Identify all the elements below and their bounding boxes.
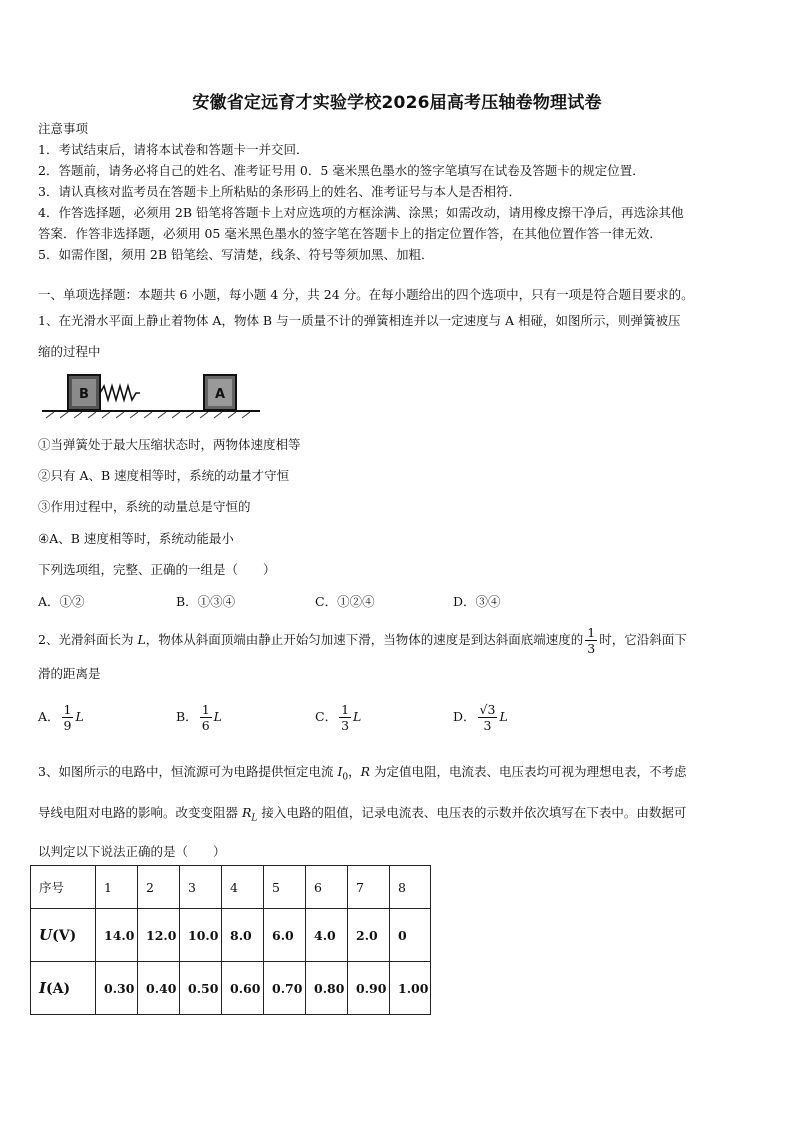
q3-text2-pre: 导线电阻对电路的影响。改变变阻器 (38, 805, 242, 820)
page-title: 安徽省定远育才实验学校2026届高考压轴卷物理试卷 (192, 93, 602, 113)
option-c[interactable] (315, 702, 361, 733)
frac-den: 3 (483, 718, 492, 733)
option-b[interactable]: B．①③④ (176, 594, 236, 609)
q2-frac-den: 3 (587, 641, 596, 656)
i-var: I (39, 979, 47, 997)
block-b-label: B (79, 387, 89, 402)
q3-var-i0: I (337, 764, 343, 779)
frac-num: 1 (341, 702, 350, 717)
q2-text-mid: ，物体从斜面顶端由静止开始匀加速下滑，当物体的速度是到达斜面底端速度的 (145, 632, 584, 647)
frac-num: √3 (479, 702, 496, 717)
question-2-text (38, 625, 760, 656)
block-a (204, 375, 236, 410)
table-cell: 0 (390, 909, 431, 962)
option-d[interactable] (453, 702, 508, 733)
table-cell: 5 (264, 866, 306, 909)
option-a[interactable]: A．①② (38, 594, 85, 609)
q2-text-post: 时，它沿斜面下 (599, 632, 687, 647)
table-row (31, 962, 431, 1015)
frac-den: 6 (201, 718, 210, 733)
option-var: L (213, 709, 222, 724)
notice-heading: 注意事项 (38, 121, 89, 136)
frac-num: 1 (201, 702, 210, 717)
table-cell: 0.50 (180, 962, 222, 1015)
q2-fraction (585, 625, 597, 656)
option-label: D． (453, 709, 476, 724)
q3-text-post: 为定值电阻，电流表、电压表均可视为理想电表，不考虑 (370, 764, 687, 779)
table-cell: 12.0 (138, 909, 180, 962)
question-3-text-cont (38, 803, 760, 829)
table-cell: 0.30 (96, 962, 138, 1015)
statement-1: ①当弹簧处于最大压缩状态时，两物体速度相等 (38, 437, 301, 452)
notice-item: 1．考试结束后，请将本试卷和答题卡一并交回． (38, 142, 309, 157)
table-cell: 0.90 (348, 962, 390, 1015)
q3-text-pre: 3、如图所示的电路中，恒流源可为电路提供恒定电流 (38, 764, 338, 779)
table-cell: 10.0 (180, 909, 222, 962)
notice-item: 2．答题前，请务必将自己的姓名、准考证号用 0．5 毫米黑色墨水的签字笔填写在试卷及答题卡的规定位置． (38, 163, 645, 178)
section-heading: 一、单项选择题：本题共 6 小题，每小题 4 分，共 24 分。在每小题给出的四个选项中，只有一项是符合题目要求的。 (38, 287, 694, 302)
q3-text-mid: ， (348, 764, 361, 779)
frac-den: 3 (341, 718, 350, 733)
spring (100, 386, 140, 400)
table-cell: 8 (390, 866, 431, 909)
table-cell: 1 (96, 866, 138, 909)
table-row (31, 909, 431, 962)
q3-text2-post: 接入电路的阻值，记录电流表、电压表的示数并依次填写在下表中。由数据可 (257, 805, 687, 820)
q3-var-rl: R (241, 805, 252, 820)
table-cell: 14.0 (96, 909, 138, 962)
option-d[interactable]: D．③④ (453, 594, 501, 609)
option-label: B． (176, 709, 198, 724)
option-label: C． (315, 709, 338, 724)
statement-2: ②只有 A、B 速度相等时，系统的动量才守恒 (38, 468, 290, 483)
u-var: U (39, 926, 53, 944)
table-cell: 0.70 (264, 962, 306, 1015)
table-row (31, 866, 431, 909)
q2-var-l: L (137, 632, 146, 647)
table-cell: 2 (138, 866, 180, 909)
option-var: L (353, 709, 362, 724)
measurement-table (30, 865, 431, 1015)
option-var: L (499, 709, 508, 724)
table-header-cell (31, 962, 96, 1015)
notice-item: 5．如需作图，须用 2B 铅笔绘、写清楚，线条、符号等须加黑、加粗． (38, 247, 434, 262)
option-c[interactable]: C．①②④ (315, 594, 375, 609)
option-label: A． (38, 709, 60, 724)
notice-item: 4．作答选择题，必须用 2B 铅笔将答题卡上对应选项的方框涂满、涂黑；如需改动，请用橡皮擦干净后，再选涂其他 (38, 205, 684, 220)
table-cell: 0.60 (222, 962, 264, 1015)
spring-collision-diagram (40, 369, 262, 419)
notice-item: 答案．作答非选择题，必须用 05 毫米黑色墨水的签字笔在答题卡上的指定位置作答，在其他位置作答一律无效． (38, 226, 662, 241)
q3-var-rl-sub: L (251, 813, 258, 824)
table-cell: 0.80 (306, 962, 348, 1015)
option-a[interactable] (38, 702, 84, 733)
question-1-text: 1、在光滑水平面上静止着物体 A，物体 B 与一质量不计的弹簧相连并以一定速度与 A 相碰，如图所示，则弹簧被压 (38, 313, 681, 328)
q3-var-i0-sub: 0 (342, 772, 349, 783)
option-b[interactable] (176, 702, 222, 733)
table-header-cell (31, 909, 96, 962)
q2-frac-num: 1 (587, 625, 596, 640)
table-cell: 8.0 (222, 909, 264, 962)
table-cell: 4 (222, 866, 264, 909)
q2-text-pre: 2、光滑斜面长为 (38, 632, 138, 647)
i-unit: (A) (46, 981, 71, 997)
block-b (68, 375, 100, 410)
table-cell: 1.00 (390, 962, 431, 1015)
table-cell: 7 (348, 866, 390, 909)
statement-4: ④A、B 速度相等时，系统动能最小 (38, 531, 234, 546)
question-1-prompt: 下列选项组，完整、正确的一组是（ ） (38, 562, 276, 577)
table-cell: 4.0 (306, 909, 348, 962)
frac-den: 9 (63, 718, 72, 733)
question-3-prompt: 以判定以下说法正确的是（ ） (38, 844, 226, 859)
question-1-text-cont: 缩的过程中 (38, 344, 101, 359)
table-cell: 0.40 (138, 962, 180, 1015)
option-var: L (75, 709, 84, 724)
statement-3: ③作用过程中，系统的动量总是守恒的 (38, 499, 251, 514)
table-cell: 6 (306, 866, 348, 909)
question-2-text-cont: 滑的距离是 (38, 666, 101, 681)
frac-num: 1 (63, 702, 72, 717)
table-cell: 2.0 (348, 909, 390, 962)
u-unit: (V) (52, 928, 77, 944)
q3-var-r: R (360, 764, 371, 779)
notice-item: 3．请认真核对监考员在答题卡上所粘贴的条形码上的姓名、准考证号与本人是否相符． (38, 184, 521, 199)
table-header-cell: 序号 (31, 866, 96, 909)
question-3-text (38, 762, 760, 788)
table-cell: 3 (180, 866, 222, 909)
block-a-label: A (214, 387, 226, 402)
table-cell: 6.0 (264, 909, 306, 962)
